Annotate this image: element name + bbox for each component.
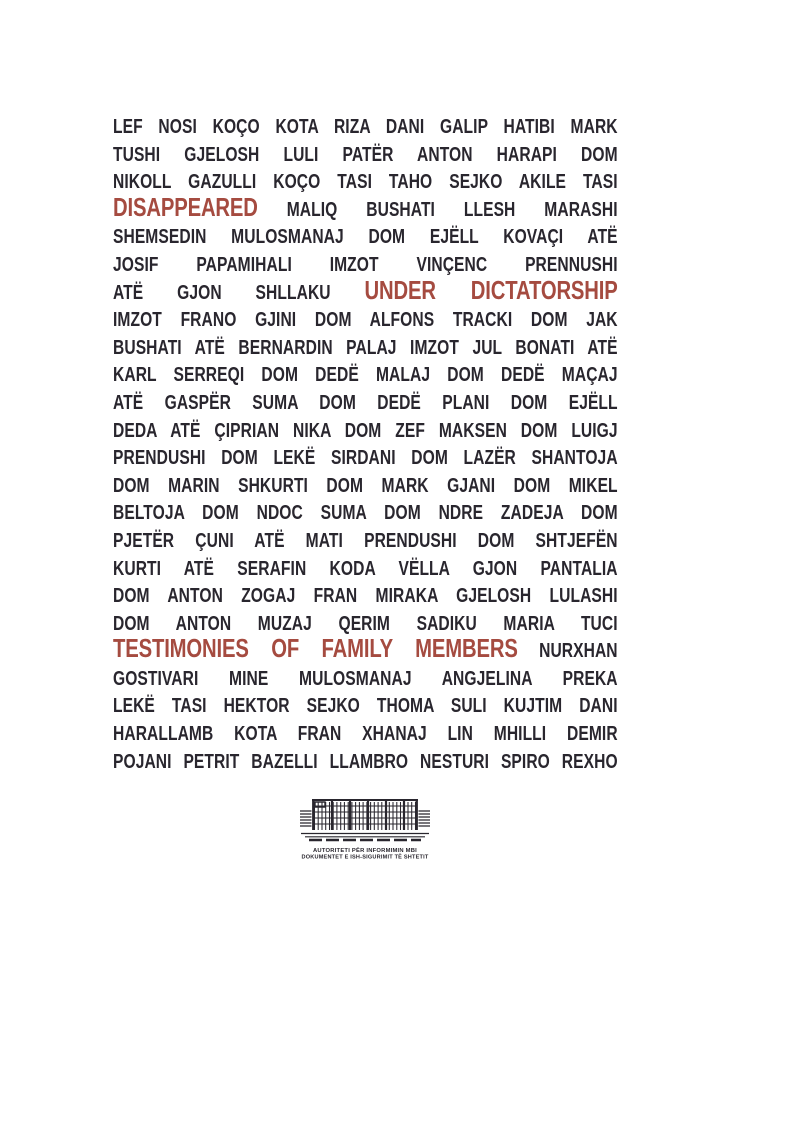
names-run: MALIQ BUSHATI LLESH MARASHI (286, 198, 618, 221)
names-run: DOM MARIN SHKURTI DOM MARK GJANI DOM MIKEL (113, 474, 618, 497)
logo-caption-line1: AUTORITETI PËR INFORMIMIN MBI (313, 848, 406, 854)
names-run: PRENDUSHI DOM LEKË SIRDANI DOM LAZËR SHANTOJA (113, 447, 618, 470)
logo-caption-line2: DOKUMENTET E ISH-SIGURIMIT TË SHTETIT (301, 854, 421, 861)
names-run: JOSIF PAPAMIHALI IMZOT VINÇENC PRENNUSHI (113, 253, 618, 276)
names-line (113, 418, 618, 446)
names-run: HARALLAMB KOTA FRAN XHANAJ LIN MHILLI DEMIR (113, 723, 618, 746)
names-run: IMZOT FRANO GJINI DOM ALFONS TRACKI DOM JAK (113, 309, 618, 332)
names-run: DOM ANTON ZOGAJ FRAN MIRAKA GJELOSH LULASHI (113, 585, 618, 608)
names-line (113, 307, 618, 335)
names-line (113, 274, 618, 308)
names-run: SHEMSEDIN MULOSMANAJ DOM EJËLL KOVAÇI ATË (113, 226, 618, 249)
aidssh-logo (299, 794, 431, 864)
names-line (113, 191, 618, 225)
names-word-block (113, 114, 618, 776)
title-phrase: TESTIMONIES OF FAMILY MEMBERS (113, 633, 518, 664)
names-line (113, 142, 618, 170)
names-line (113, 749, 618, 777)
names-run: KARL SERREQI DOM DEDË MALAJ DOM DEDË MAÇAJ (113, 364, 618, 387)
names-line (113, 528, 618, 556)
names-run: GOSTIVARI MINE MULOSMANAJ ANGJELINA PREKA (113, 667, 618, 690)
aidssh-building-icon (299, 794, 431, 864)
names-line (113, 666, 618, 694)
names-line (113, 583, 618, 611)
names-run: ATË GASPËR SUMA DOM DEDË PLANI DOM EJËLL (113, 391, 618, 414)
names-run: NURXHAN (539, 640, 618, 663)
title-phrase: UNDER DICTATORSHIP (364, 274, 618, 305)
names-line (113, 633, 618, 666)
names-run: KURTI ATË SERAFIN KODA VËLLA GJON PANTALIA (113, 557, 618, 580)
names-line (113, 445, 618, 473)
names-run: NIKOLL GAZULLI KOÇO TASI TAHO SEJKO AKILE TASI (113, 171, 618, 194)
names-run: LEF NOSI KOÇO KOTA RIZA DANI GALIP HATIBI MARK (113, 116, 618, 138)
names-run: BUSHATI ATË BERNARDIN PALAJ IMZOT JUL BONATI ATË (113, 336, 618, 359)
names-line (113, 473, 618, 501)
names-run: POJANI PETRIT BAZELLI LLAMBRO NESTURI SPIRO REXHO (113, 750, 618, 773)
names-run: PJETËR ÇUNI ATË MATI PRENDUSHI DOM SHTJEFËN (113, 529, 618, 552)
names-run: LEKË TASI HEKTOR SEJKO THOMA SULI KUJTIM DANI (113, 695, 618, 718)
names-run: TUSHI GJELOSH LULI PATËR ANTON HARAPI DOM (113, 143, 618, 166)
names-run: DEDA ATË ÇIPRIAN NIKA DOM ZEF MAKSEN DOM LUIGJ (113, 419, 618, 442)
names-line (113, 362, 618, 390)
title-phrase: DISAPPEARED (113, 191, 258, 222)
names-line (113, 556, 618, 584)
names-run: BELTOJA DOM NDOC SUMA DOM NDRE ZADEJA DOM (113, 502, 618, 525)
names-line (113, 335, 618, 363)
names-line (113, 224, 618, 252)
names-run: ATË GJON SHLLAKU (113, 281, 331, 304)
names-line (113, 721, 618, 749)
names-line (113, 114, 618, 142)
names-line (113, 500, 618, 528)
names-line (113, 693, 618, 721)
building-lines (313, 800, 416, 830)
names-run: DOM ANTON MUZAJ QERIM SADIKU MARIA TUCI (113, 612, 618, 635)
names-line (113, 390, 618, 418)
